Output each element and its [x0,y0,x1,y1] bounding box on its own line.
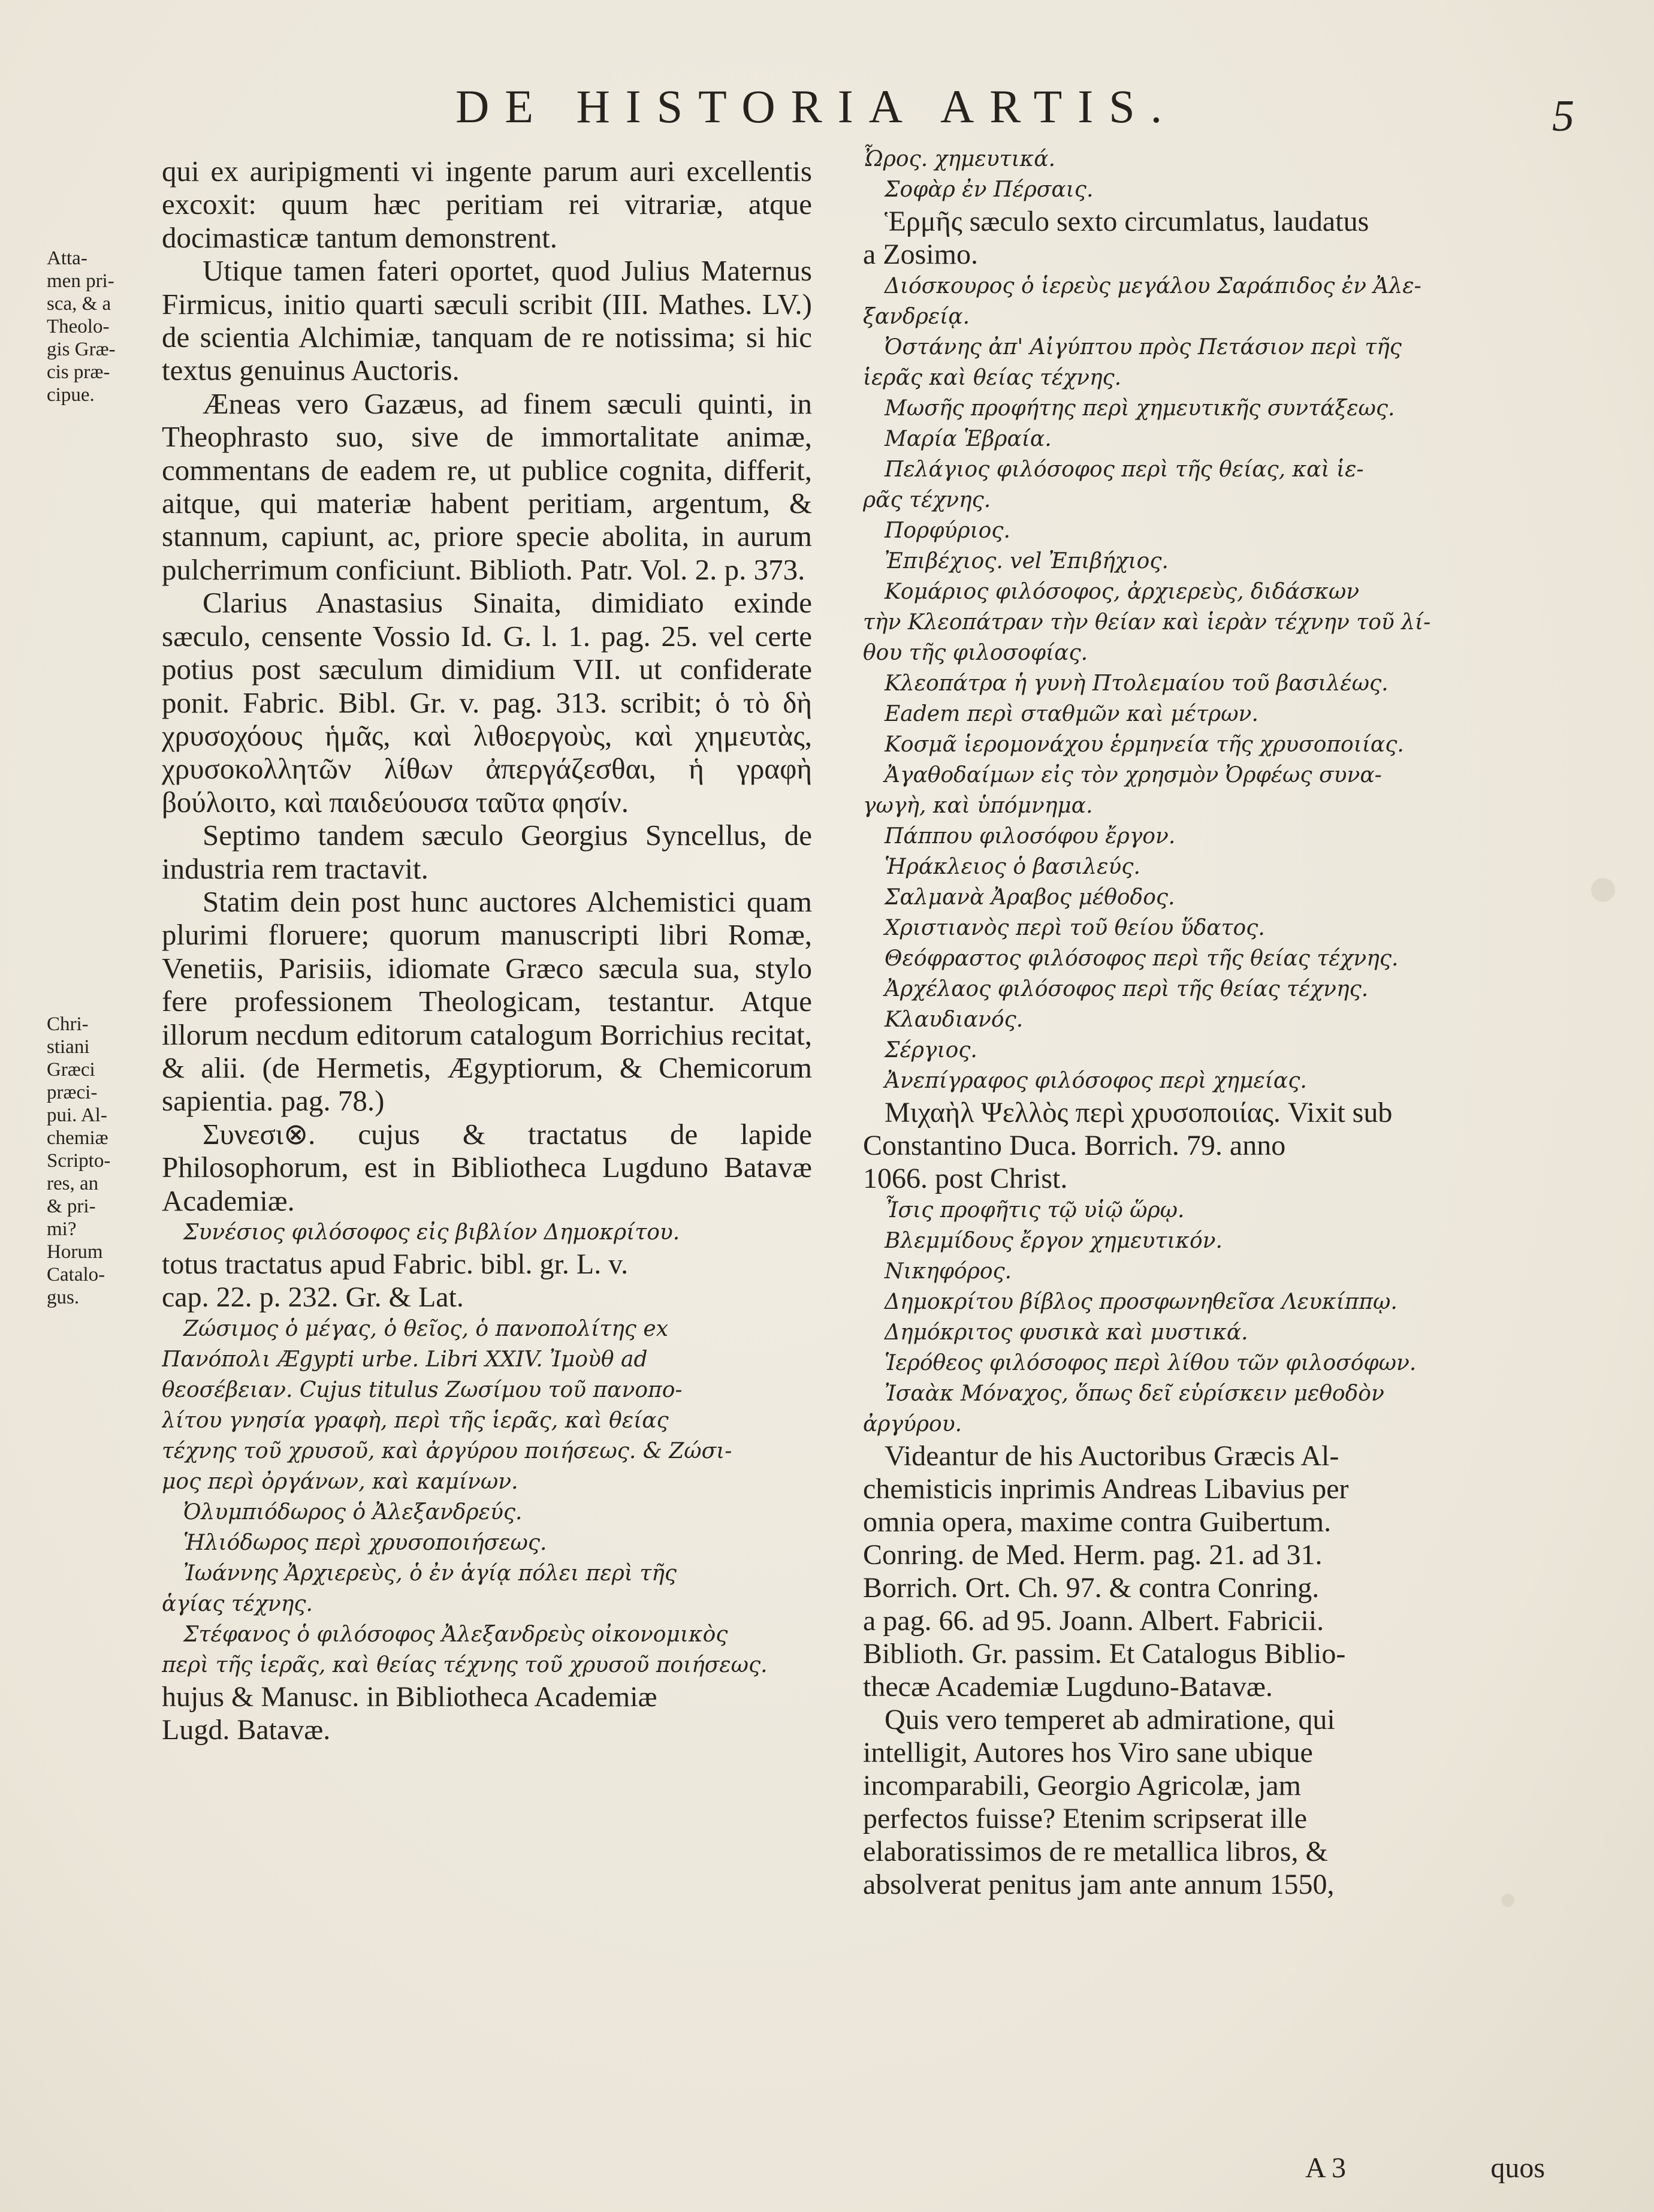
author-entry-line: Ἰσαὰκ Μόναχος, ὅπως δεῖ εὑρίσκειν μεθοδὸν [885,1381,1384,1406]
margin-note-line: gus. [47,1287,80,1308]
margin-note-line: cis præ- [47,361,110,383]
author-entry-line: Σοφὰρ ἐν Πέρσαις. [885,177,1094,202]
author-entry-line: Δημόκριτος φυσικὰ καὶ μυστικά. [885,1320,1248,1345]
author-entry-line: Ζώσιμος ὁ μέγας, ὁ θεῖος, ὁ πανοπολίτης ex [183,1317,668,1341]
author-entry-line: Ἀρχέλαος φιλόσοφος περὶ τῆς θείας τέχνης. [885,977,1369,1001]
author-entry-line: Conring. de Med. Herm. pag. 21. ad 31. [863,1539,1323,1571]
author-entry-line: μος περὶ ὀργάνων, καὶ καμίνων. [162,1469,518,1494]
running-head-title: DE HISTORIA ARTIS. [455,80,1178,132]
author-entry-line: Διόσκουρος ὁ ἱερεὺς μεγάλου Σαράπιδος ἐν Ἀλε- [885,274,1421,298]
author-entry-line: ἱερᾶς καὶ θείας τέχνης. [863,366,1122,390]
author-entry-line: Νικηφόρος. [885,1259,1012,1284]
author-entry-line: Κομάριος φιλόσοφος, ἀρχιερεὺς, διδάσκων [885,580,1360,604]
margin-note-attamen [47,247,155,406]
margin-note-line: Catalo- [47,1264,105,1285]
author-entry-line: Biblioth. Gr. passim. Et Catalogus Biblio- [863,1638,1346,1670]
body-paragraph: Æneas vero Gazæus, ad finem sæculi quinti, in Theophrasto suo, sive de immortalitate animæ, commentans de eadem re, ut publice cognita, differit, aitque, qui materiæ habent peritiam, argentum, & stannum, capiunt, ac, priore specie abolita, in aurum pulcherrimum conficiunt. Biblioth. Patr. Vol. 2. p. 373. [162,387,812,586]
running-head [0,77,1654,143]
page-footer [1305,2151,1545,2193]
margin-note-line: men pri- [47,270,114,292]
author-entry-line: Videantur de his Auctoribus Græcis Al- [885,1440,1339,1472]
author-entry-line: Ὀστάνης ἀπ' Αἰγύπτου πρὸς Πετάσιον περὶ τῆς [885,335,1402,360]
author-entry-line: Πορφύριος. [885,518,1010,543]
margin-note-line: Theolo- [47,316,110,337]
author-entry-line: Borrich. Ort. Ch. 97. & contra Conring. [863,1572,1320,1604]
author-entry-line: thecæ Academiæ Lugduno-Batavæ. [863,1671,1273,1703]
margin-note-line: Græci [47,1059,95,1081]
author-entry-line: ἁγίας τέχνης. [162,1592,313,1616]
author-entry-line: perfectos fuisse? Etenim scripserat ille [863,1803,1308,1834]
author-entry-line: Ἐπιβέχιος. vel Ἐπιβήχιος. [885,549,1169,574]
author-entry-line: Κλαυδιανός. [885,1007,1024,1032]
author-entry-line: Eadem περὶ σταθμῶν καὶ μέτρων. [885,702,1258,726]
author-entry-line: hujus & Manusc. in Bibliotheca Academiæ [162,1681,657,1713]
author-entry-line: Στέφανος ὁ φιλόσοφος Ἀλεξανδρεὺς οἰκονομικὸς [183,1622,728,1647]
left-paragraphs [162,155,812,1217]
author-entry-line: θεοσέβειαν. Cujus titulus Ζωσίμου τοῦ πανοπο- [162,1378,683,1402]
author-entry-line: Σέργιος. [885,1038,977,1063]
margin-note-line: Scripto- [47,1150,111,1172]
author-entry-line: ἀργύρου. [863,1412,962,1437]
margin-note-line: pui. Al- [47,1105,107,1126]
margin-note-christiani [47,1013,155,1309]
catchword: quos [1490,2152,1545,2184]
author-entry-line: Ἶσις προφῆτις τῷ υἱῷ ὥρῳ. [885,1198,1185,1223]
margin-note-line: sca, & a [47,293,111,315]
body-paragraph: qui ex auripigmenti vi ingente parum auri excellentis excoxit: quum hæc peritiam rei vitrariæ, atque docimasticæ tantum demonstrent. [162,155,812,254]
author-entry-line: περὶ τῆς ἱερᾶς, καὶ θείας τέχνης τοῦ χρυσοῦ ποιήσεως. [162,1653,768,1677]
author-entry-line: Ἀνεπίγραφος φιλόσοφος περὶ χημείας. [885,1069,1307,1093]
signature-mark: A 3 [1305,2152,1347,2184]
margin-note-line: Chri- [47,1013,89,1035]
author-entry-line: Συνέσιος φιλόσοφος εἰς βιβλίον Δημοκρίτου. [183,1220,680,1245]
margin-note-line: chemiæ [47,1127,108,1149]
author-entry-line: Πελάγιος φιλόσοφος περὶ τῆς θείας, καὶ ἱε- [885,457,1364,482]
author-entry-line: Ἀγαθοδαίμων εἰς τὸν χρησμὸν Ὀρφέως συνα- [885,763,1382,787]
author-entry-line: Χριστιανὸς περὶ τοῦ θείου ὕδατος. [885,916,1265,940]
author-entry-line: ξανδρείᾳ. [863,304,970,329]
author-entry-line: Ἡλιόδωρος περὶ χρυσοποιήσεως. [183,1531,547,1555]
author-entry-line: Ἱερόθεος φιλόσοφος περὶ λίθου τῶν φιλοσόφων. [885,1351,1417,1375]
author-entry-line: intelligit, Autores hos Viro sane ubique [863,1737,1313,1769]
author-entry-line: Θεόφραστος φιλόσοφος περὶ τῆς θείας τέχνης. [885,946,1399,971]
author-entry-line: Constantino Duca. Borrich. 79. anno [863,1130,1286,1161]
author-entry-line: τὴν Κλεοπάτραν τὴν θείαν καὶ ἱερὰν τέχνην τοῦ λί- [863,610,1431,635]
margin-note-line: præci- [47,1082,98,1103]
author-entry-line: Πάππου φιλοσόφου ἔργον. [885,824,1176,849]
body-paragraph: Clarius Anastasius Sinaita, dimidiato exinde sæculo, censente Vossio Id. G. l. 1. pag. 25. vel certe potius post sæculum dimidium VII. ut confiderate ponit. Fabric. Bibl. Gr. v. pag. 313. scribit; ὁ τὸ δὴ χρυσοχόους ἡμᾶς, καὶ λιθοεργοὺς, καὶ χημευτὰς, χρυσοκολλητῶν λίθων ἀπεργάζεσθαι, ἡ γραφὴ βούλοιτο, καὶ παιδεύουσα ταῦτα φησίν. [162,586,812,819]
margin-note-line: gis Græ- [47,339,116,360]
author-entry-line: 1066. post Christ. [863,1163,1068,1194]
author-entry-line: Κλεοπάτρα ἡ γυνὴ Πτολεμαίου τοῦ βασιλέως. [885,671,1389,696]
right-author-list [863,144,1633,1901]
author-entry-line: Δημοκρίτου βίβλος προσφωνηθεῖσα Λευκίππῳ. [885,1290,1398,1314]
author-entry-line: ρᾶς τέχνης. [863,488,991,512]
right-column [863,144,1633,1901]
author-entry-line: λίτου γνησία γραφὴ, περὶ τῆς ἱερᾶς, καὶ θείας [162,1408,669,1433]
author-entry-line: Μωσῆς προφήτης περὶ χημευτικῆς συντάξεως. [885,396,1395,421]
author-entry-line: a Zosimo. [863,239,978,270]
left-column [162,155,812,1746]
author-entry-line: totus tractatus apud Fabric. bibl. gr. L. v. [162,1248,629,1280]
margin-note-line: stiani [47,1036,90,1058]
author-entry-line: τέχνης τοῦ χρυσοῦ, καὶ ἀργύρου ποιήσεως. & Ζώσι- [162,1439,732,1463]
author-entry-line: Ὀλυμπιόδωρος ὁ Ἀλεξανδρεύς. [183,1500,523,1525]
body-paragraph: Συνεσι⊗. cujus & tractatus de lapide Philosophorum, est in Bibliotheca Lugduno Batavæ Academiæ. [162,1117,812,1217]
margin-note-line: Horum [47,1241,103,1263]
author-entry-line: θου τῆς φιλοσοφίας. [863,641,1088,665]
margin-note-line: mi? [47,1218,77,1240]
left-author-list [162,1217,812,1746]
author-entry-line: Ἰωάννης Ἀρχιερεὺς, ὁ ἐν ἁγίᾳ πόλει περὶ τῆς [183,1561,677,1586]
margin-note-line: res, an [47,1173,99,1194]
author-entry-line: Πανόπολι Ægypti urbe. Libri XXIV. Ἰμοὺθ ad [162,1347,648,1372]
author-entry-line: Σαλμανὰ Ἀραβος μέθοδος. [885,885,1175,910]
author-entry-line: a pag. 66. ad 95. Joann. Albert. Fabricii. [863,1605,1324,1637]
margin-note-line: Atta- [47,248,87,269]
margin-note-line: cipue. [47,384,95,406]
author-entry-line: omnia opera, maxime contra Guibertum. [863,1506,1332,1538]
author-entry-line: Κοσμᾶ ἱερομονάχου ἑρμηνεία τῆς χρυσοποιίας. [885,732,1404,757]
author-entry-line: incomparabili, Georgio Agricolæ, jam [863,1770,1301,1801]
page-number: 5 [1552,92,1574,141]
author-entry-line: absolverat penitus jam ante annum 1550, [863,1869,1335,1900]
author-entry-line: Quis vero temperet ab admiratione, qui [885,1704,1335,1736]
author-entry-line: elaboratissimos de re metallica libros, & [863,1836,1328,1867]
body-paragraph: Statim dein post hunc auctores Alchemistici quam plurimi floruere; quorum manuscripti libri Romæ, Venetiis, Parisiis, idiomate Græco sæcula sua, stylo fere professionem Theologicam, testantur. Atque illorum necdum editorum catalogum Borrichius recitat, & alii. (de Hermetis, Ægyptiorum, & Chemicorum sapientia. pag. 78.) [162,885,812,1118]
author-entry-line: Ἡράκλειος ὁ βασιλεύς. [885,855,1140,879]
author-entry-line: chemisticis inprimis Andreas Libavius per [863,1473,1349,1505]
margin-note-line: & pri- [47,1196,96,1217]
author-entry-line: γωγὴ, καὶ ὑπόμνημα. [863,793,1093,818]
body-paragraph: Utique tamen fateri oportet, quod Julius Maternus Firmicus, initio quarti sæculi scribit (III. Mathes. LV.) de scientia Alchimiæ, tanquam de re notissima; si hic textus genuinus Auctoris. [162,254,812,387]
author-entry-line: Μαρία Ἑβραία. [885,427,1052,451]
author-entry-line: Ὦρος. χημευτικά. [863,147,1056,171]
author-entry-line: Ἑρμῆς sæculo sexto circumlatus, laudatus [885,206,1369,237]
author-entry-line: Μιχαὴλ Ψελλὸς περὶ χρυσοποιίας. Vixit sub [885,1097,1393,1128]
author-entry-line: Βλεμμίδους ἔργον χημευτικόν. [885,1229,1223,1253]
body-paragraph: Septimo tandem sæculo Georgius Syncellus, de industria rem tractavit. [162,819,812,885]
author-entry-line: cap. 22. p. 232. Gr. & Lat. [162,1281,464,1313]
author-entry-line: Lugd. Batavæ. [162,1714,331,1746]
